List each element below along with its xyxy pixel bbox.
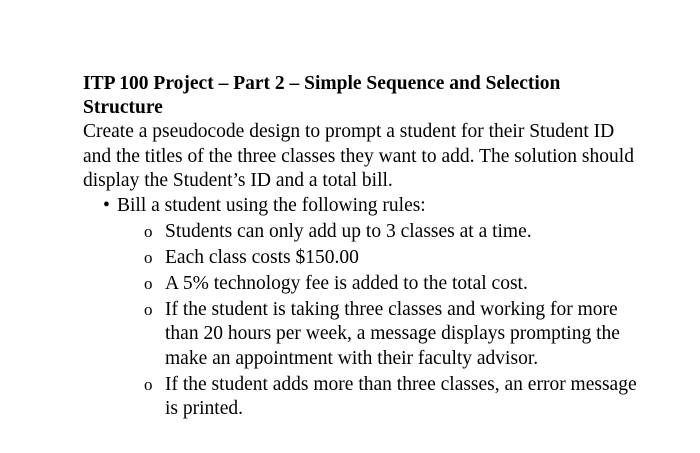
bullet-text: Bill a student using the following rules: [117, 194, 426, 216]
rules-list [83, 220, 643, 422]
document-body [83, 72, 643, 422]
rule-text: If the student adds more than three classes, an error message is printed. [165, 373, 637, 419]
intro-paragraph: Create a pseudocode design to prompt a student for their Student ID and the titles of the three classes they want to add. The solution should display the Student’s ID and a total bill. [83, 121, 634, 191]
bullet-icon: • [103, 194, 110, 216]
circle-bullet-icon: o [144, 247, 153, 267]
rule-text: Each class costs $150.00 [165, 246, 359, 268]
rule-text: Students can only add up to 3 classes at a time. [165, 220, 532, 242]
bullet-item [83, 194, 643, 219]
circle-bullet-icon: o [144, 221, 153, 241]
circle-bullet-icon: o [144, 273, 153, 293]
list-item [83, 373, 643, 422]
document-title: ITP 100 Project – Part 2 – Simple Sequence and Selection Structure [83, 73, 561, 118]
circle-bullet-icon: o [144, 299, 153, 319]
rule-text: A 5% technology fee is added to the total cost. [165, 272, 528, 294]
rule-text: If the student is taking three classes and working for more than 20 hours per week, a message displays prompting the make an appointment with their faculty advisor. [165, 298, 620, 369]
circle-bullet-icon: o [144, 374, 153, 394]
list-item [83, 272, 643, 297]
list-item [83, 298, 643, 372]
list-item [83, 246, 643, 271]
list-item [83, 220, 643, 245]
